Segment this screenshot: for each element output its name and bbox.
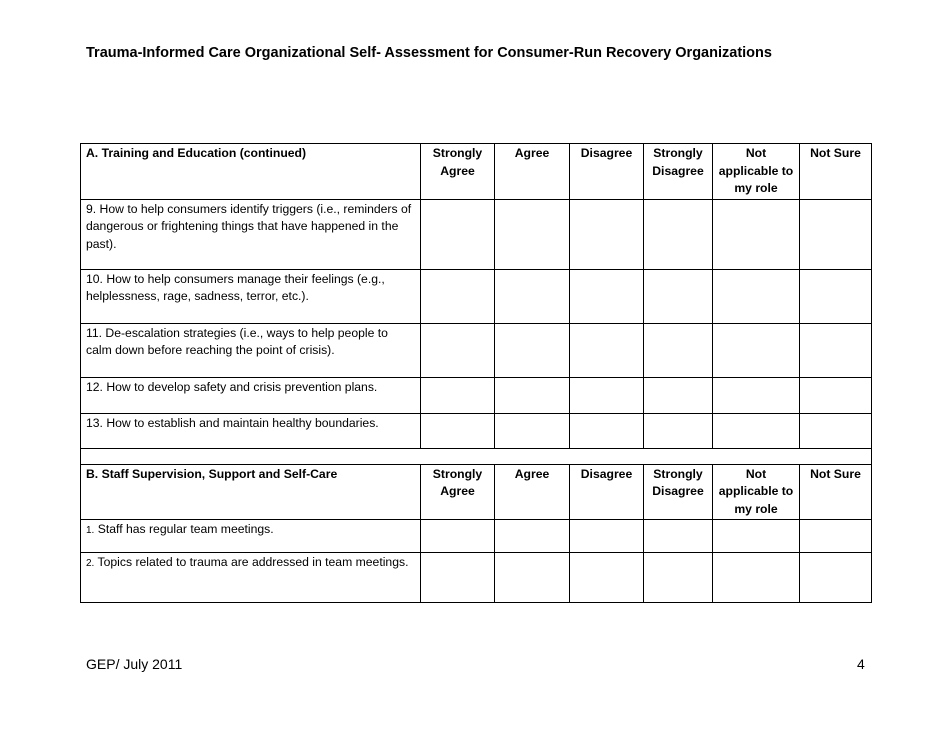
response-cell[interactable] — [495, 413, 570, 448]
col-not-sure: Not Sure — [800, 464, 872, 520]
response-cell[interactable] — [421, 269, 495, 323]
response-cell[interactable] — [570, 413, 644, 448]
col-strongly-agree: Strongly Agree — [421, 464, 495, 520]
response-cell[interactable] — [644, 377, 713, 413]
col-strongly-disagree: Strongly Disagree — [644, 464, 713, 520]
col-disagree: Disagree — [570, 464, 644, 520]
response-cell[interactable] — [644, 413, 713, 448]
page-number: 4 — [857, 656, 865, 672]
response-cell[interactable] — [800, 377, 872, 413]
question-text: 11. De-escalation strategies (i.e., ways to help people to calm down before reaching the point of crisis). — [81, 323, 421, 377]
response-cell[interactable] — [644, 520, 713, 553]
response-cell[interactable] — [713, 520, 800, 553]
table-row — [81, 377, 872, 413]
response-cell[interactable] — [800, 413, 872, 448]
response-cell[interactable] — [421, 323, 495, 377]
col-strongly-disagree: Strongly Disagree — [644, 144, 713, 200]
response-cell[interactable] — [421, 520, 495, 553]
response-cell[interactable] — [800, 323, 872, 377]
response-cell[interactable] — [570, 269, 644, 323]
response-cell[interactable] — [713, 323, 800, 377]
response-cell[interactable] — [644, 553, 713, 603]
question-text: 9. How to help consumers identify triggers (i.e., reminders of dangerous or frightening things that have happened in the past). — [81, 199, 421, 269]
spacer-row — [81, 448, 872, 464]
table-row — [81, 520, 872, 553]
table-row — [81, 323, 872, 377]
col-agree: Agree — [495, 144, 570, 200]
section-b-header-row — [81, 464, 872, 520]
response-cell[interactable] — [644, 323, 713, 377]
response-cell[interactable] — [495, 520, 570, 553]
table-row — [81, 269, 872, 323]
response-cell[interactable] — [713, 199, 800, 269]
response-cell[interactable] — [800, 553, 872, 603]
response-cell[interactable] — [713, 553, 800, 603]
response-cell[interactable] — [421, 199, 495, 269]
document-title: Trauma-Informed Care Organizational Self- Assessment for Consumer-Run Recovery Organizations — [86, 45, 772, 61]
response-cell[interactable] — [644, 199, 713, 269]
question-text: 13. How to establish and maintain healthy boundaries. — [81, 413, 421, 448]
response-cell[interactable] — [800, 269, 872, 323]
response-cell[interactable] — [421, 553, 495, 603]
response-cell[interactable] — [800, 199, 872, 269]
response-cell[interactable] — [421, 413, 495, 448]
question-label: Topics related to trauma are addressed in team meetings. — [97, 555, 409, 569]
footer-date: GEP/ July 2011 — [86, 656, 183, 672]
response-cell[interactable] — [495, 377, 570, 413]
spacer-cell — [81, 448, 872, 464]
section-b-heading: B. Staff Supervision, Support and Self-Care — [81, 464, 421, 520]
response-cell[interactable] — [570, 377, 644, 413]
question-number: 1. — [86, 525, 95, 536]
section-a-header-row — [81, 144, 872, 200]
response-cell[interactable] — [495, 323, 570, 377]
response-cell[interactable] — [800, 520, 872, 553]
response-cell[interactable] — [570, 520, 644, 553]
question-number: 2. — [86, 558, 95, 569]
response-cell[interactable] — [495, 553, 570, 603]
col-not-sure: Not Sure — [800, 144, 872, 200]
response-cell[interactable] — [570, 199, 644, 269]
col-not-applicable: Not applicable to my role — [713, 464, 800, 520]
col-agree: Agree — [495, 464, 570, 520]
response-cell[interactable] — [713, 377, 800, 413]
table-row — [81, 413, 872, 448]
response-cell[interactable] — [570, 323, 644, 377]
table-row — [81, 199, 872, 269]
assessment-table — [80, 143, 872, 603]
question-label: Staff has regular team meetings. — [97, 522, 274, 536]
response-cell[interactable] — [495, 199, 570, 269]
section-a-heading: A. Training and Education (continued) — [81, 144, 421, 200]
response-cell[interactable] — [421, 377, 495, 413]
question-text: 10. How to help consumers manage their feelings (e.g., helplessness, rage, sadness, terror, etc.). — [81, 269, 421, 323]
response-cell[interactable] — [713, 413, 800, 448]
response-cell[interactable] — [570, 553, 644, 603]
response-cell[interactable] — [713, 269, 800, 323]
col-not-applicable: Not applicable to my role — [713, 144, 800, 200]
question-text: 12. How to develop safety and crisis prevention plans. — [81, 377, 421, 413]
response-cell[interactable] — [495, 269, 570, 323]
response-cell[interactable] — [644, 269, 713, 323]
question-text — [81, 520, 421, 553]
table-row — [81, 553, 872, 603]
col-disagree: Disagree — [570, 144, 644, 200]
col-strongly-agree: Strongly Agree — [421, 144, 495, 200]
question-text — [81, 553, 421, 603]
